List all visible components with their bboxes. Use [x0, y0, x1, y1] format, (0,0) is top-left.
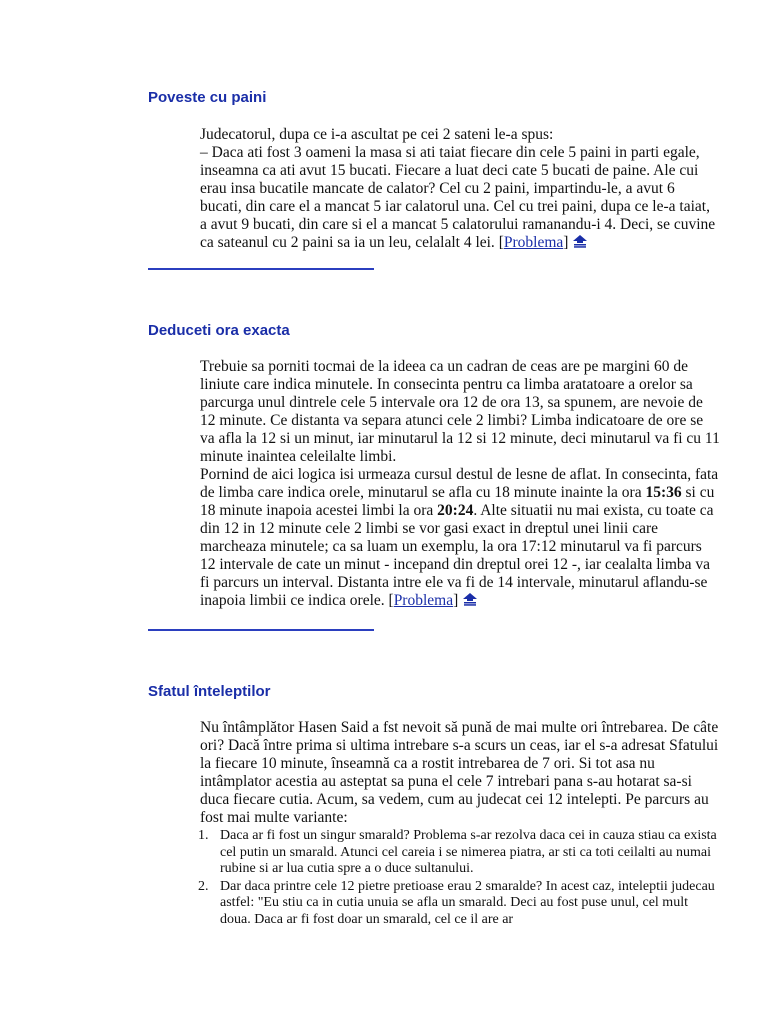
section-body-deduceti: [200, 358, 720, 610]
paragraph: Nu întâmplător Hasen Said a fst nevoit să pună de mai multe ori întrebarea. De câte ori? Dacă între prima si ultima intrebare s-a scurs un ceas, iar el s-a adresat Sfatului la fiecare 10 minute, înseamnă ca a rostit intrebarea de 7 ori. Si tot asa nu intâmplator acestia au asteptat sa puna el cele 7 intrebari pana s-au hotarat sa-si duca fiecare cutia. Acum, sa vedem, cum au judecat cei 12 intelepti. Pe parcurs au fost mai multe variante:: [200, 719, 719, 826]
section-title-sfatul: Sfatul înteleptilor: [148, 683, 271, 700]
up-arrow-icon[interactable]: [572, 234, 588, 248]
section-divider: [148, 629, 374, 631]
paragraph: [200, 466, 720, 610]
section-title-deduceti: Deduceti ora exacta: [148, 322, 290, 339]
bracket-open: [: [498, 234, 504, 251]
bracket-open: [: [388, 592, 394, 609]
section-title-poveste: Poveste cu paini: [148, 89, 267, 106]
time-value: 15:36: [645, 484, 682, 501]
paragraph: Judecatorul, dupa ce i-a ascultat pe cei 2 sateni le-a spus:: [200, 126, 554, 143]
variants-list: [200, 828, 720, 928]
list-text: Daca ar fi fost un singur smarald? Problema s-ar rezolva daca cei in cauza stiau ca exista cel putin un smarald. Atunci cel careia i se nimerea piatra, ar sti ca toti ceilalti au numai rubine si ar lua cutia spre a o duce sultanului.: [220, 828, 717, 876]
list-text: Dar daca printre cele 12 pietre pretioase erau 2 smaralde? In acest caz, inteleptii judecau astfel: "Eu stiu ca in cutia unuia se afla un smarald. Deci au fost puse unul, cel mult doua. Daca ar fi fost doar un smarald, cel ce il are ar: [220, 878, 715, 927]
bracket-close: ]: [563, 234, 569, 251]
list-item: [200, 828, 720, 878]
paragraph-text: Pornind de aici logica isi urmeaza cursul destul de lesne de aflat. In consecinta, fata de limba care indica orele, minutarul se afla cu 18 minute inainte la ora: [200, 466, 719, 501]
problema-link[interactable]: Problema: [503, 234, 564, 251]
section-body-poveste: [200, 126, 720, 252]
time-value: 20:24: [437, 502, 474, 519]
paragraph-text: – Daca ati fost 3 oameni la masa si ati taiat fiecare din cele 5 paini in parti egale, inseamna ca ati avut 15 bucati. Fiecare a luat deci cate 5 bucati de paine. Ale cui erau insa bucatile mancate de calator? Cel cu 2 paini, impartindu-le, a avut 6 bucati, din care el a mancat 5 iar calatorul una. Cel cu trei paini, dupa ce le-a taiat, a avut 9 bucati, din care si el a mancat 5 calatorului ramanandu-i 4. Deci, se cuvine ca sateanul cu 2 paini sa ia un leu, celalalt 4 lei.: [200, 144, 716, 251]
bracket-close: ]: [453, 592, 459, 609]
paragraph: [200, 144, 720, 252]
list-item: [200, 879, 720, 929]
paragraph: Trebuie sa porniti tocmai de la ideea ca un cadran de ceas are pe margini 60 de liniute care indica minutele. In consecinta pentru ca limba aratatoare a orelor sa parcurga unul dintrele cele 5 intervale ora 12 de ora 13, sa spunem, are nevoie de 12 minute. Ce distanta va separa atunci cele 2 limbi? Limba indicatoare de ore se va afla la 12 si un minut, iar minutarul la 12 si 12 minute, deci minutarul va fi cu 11 minute inaintea celeilalte limbi.: [200, 358, 720, 465]
up-arrow-icon[interactable]: [462, 592, 478, 606]
paragraph-text: . Alte situatii nu mai exista, cu toate ca din 12 in 12 minute cele 2 limbi se vor gasi exact in dreptul unei linii care marcheaza minutele; ca sa luam un exemplu, la ora 17:12 minutarul va fi parcurs 12 intervale de cate un minut - incepand din dreptul orei 12 -, iar cealalta limba va fi parcurs un interval. Distanta intre ele va fi de 14 intervale, minutarul aflandu-se inapoia limbii ce indica orele.: [200, 502, 714, 609]
problema-link[interactable]: Problema: [393, 592, 454, 609]
list-number: 1.: [198, 828, 209, 843]
paragraph-text: si cu 18 minute inapoia acestei limbi la ora: [200, 484, 715, 519]
list-number: 2.: [198, 878, 209, 894]
section-divider: [148, 268, 374, 270]
section-body-sfatul: [200, 719, 720, 928]
